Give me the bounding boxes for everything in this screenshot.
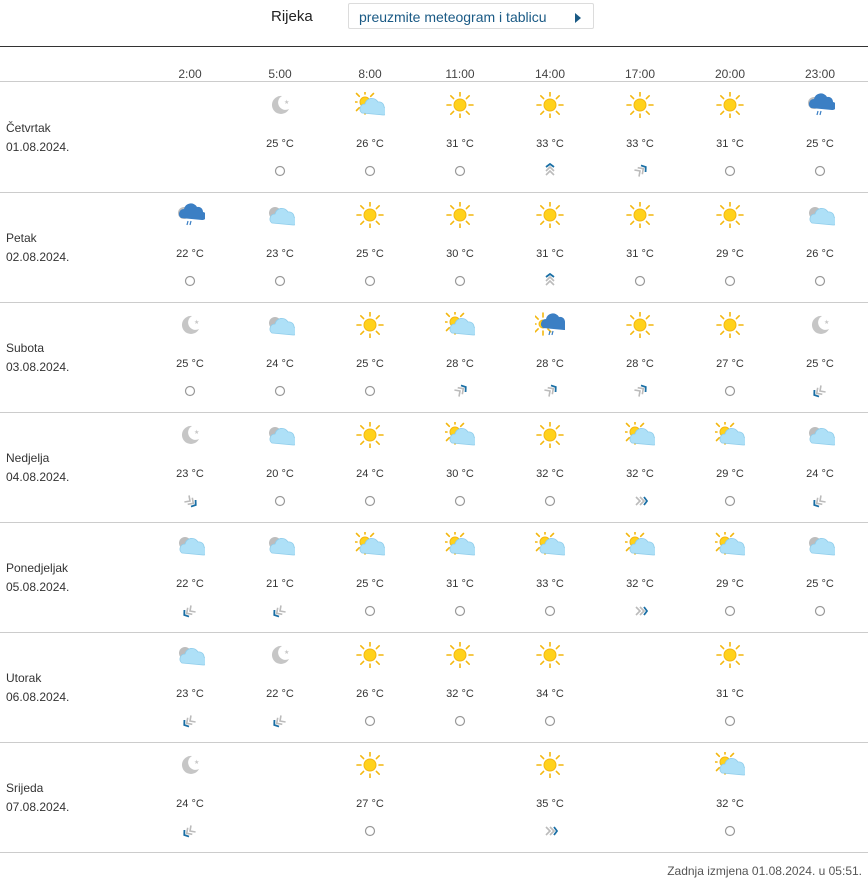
sun-icon [535,422,565,448]
calm-icon [182,383,198,399]
forecast-cell[interactable] [685,413,775,521]
temperature: 31 °C [716,138,744,150]
temperature: 27 °C [716,358,744,370]
calm-icon [362,163,378,179]
forecast-cell[interactable] [685,193,775,301]
wind-e-icon [632,493,648,509]
temperature: 35 °C [536,798,564,810]
day-row [0,743,868,853]
temperature: 23 °C [266,248,294,260]
svg-text:★: ★ [824,319,830,326]
forecast-cell[interactable] [685,633,775,741]
forecast-cell[interactable] [235,633,325,741]
calm-icon [722,273,738,289]
svg-text:★: ★ [194,759,200,766]
temperature: 24 °C [356,468,384,480]
moon-icon [805,312,835,338]
temperature: 22 °C [176,578,204,590]
day-date: 06.08.2024. [6,690,70,704]
forecast-cell[interactable] [145,743,235,851]
forecast-cell[interactable] [415,303,505,411]
svg-text:★: ★ [284,649,290,656]
sun-cloud-icon [445,312,475,338]
forecast-cell[interactable] [235,303,325,411]
day-name: Petak [6,231,37,245]
forecast-cell[interactable] [595,83,685,191]
forecast-cell[interactable] [505,743,595,851]
forecast-cell[interactable] [775,193,865,301]
temperature: 33 °C [626,138,654,150]
svg-text:★: ★ [284,99,290,106]
wind-sw-icon [272,603,288,619]
forecast-cell[interactable] [325,633,415,741]
calm-icon [722,603,738,619]
forecast-cell[interactable] [415,83,505,191]
moon-icon [175,752,205,778]
rain-icon [805,92,835,118]
hour-label: 17:00 [624,67,656,81]
temperature: 26 °C [806,248,834,260]
sun-cloud-icon [355,532,385,558]
temperature: 25 °C [356,248,384,260]
day-date: 02.08.2024. [6,250,70,264]
wind-se-icon [182,493,198,509]
sun-icon [535,642,565,668]
temperature: 25 °C [806,358,834,370]
sun-icon [445,202,475,228]
calm-icon [362,273,378,289]
calm-icon [812,163,828,179]
calm-icon [722,163,738,179]
calm-icon [272,163,288,179]
wind-up-icon [542,273,558,289]
hour-label: 5:00 [268,67,292,81]
forecast-cell[interactable] [325,303,415,411]
calm-icon [632,273,648,289]
forecast-cell[interactable] [325,743,415,851]
forecast-cell[interactable] [595,303,685,411]
forecast-cell[interactable] [505,303,595,411]
forecast-cell[interactable] [415,193,505,301]
hour-label: 11:00 [445,67,475,81]
calm-icon [452,163,468,179]
temperature: 28 °C [626,358,654,370]
sun-icon [715,202,745,228]
temperature: 25 °C [356,358,384,370]
calm-icon [452,493,468,509]
forecast-cell[interactable] [685,743,775,851]
forecast-cell[interactable] [505,193,595,301]
day-date: 07.08.2024. [6,800,70,814]
wind-sw-icon [812,383,828,399]
day-name: Ponedjeljak [6,561,69,575]
day-date: 01.08.2024. [6,140,70,154]
temperature: 23 °C [176,688,204,700]
temperature: 28 °C [536,358,564,370]
wind-ne-icon [542,383,558,399]
sun-cloud-icon [715,422,745,448]
forecast-cell[interactable] [325,193,415,301]
temperature: 25 °C [356,578,384,590]
cloud-icon [175,532,205,558]
temperature: 21 °C [266,578,294,590]
forecast-cell[interactable] [685,523,775,631]
hour-label: 8:00 [358,67,382,81]
hours-header [0,47,868,82]
temperature: 29 °C [716,248,744,260]
temperature: 31 °C [536,248,564,260]
download-meteogram-button[interactable] [348,3,594,29]
day-row [0,523,868,633]
forecast-cell[interactable] [325,413,415,521]
day-date: 04.08.2024. [6,470,70,484]
forecast-cell[interactable] [415,633,505,741]
forecast-cell[interactable] [235,83,325,191]
wind-e-icon [632,603,648,619]
wind-sw-icon [182,823,198,839]
calm-icon [722,383,738,399]
day-row [0,193,868,303]
svg-text:★: ★ [194,319,200,326]
temperature: 31 °C [716,688,744,700]
temperature: 25 °C [806,578,834,590]
temperature: 25 °C [176,358,204,370]
calm-icon [812,273,828,289]
wind-ne-icon [452,383,468,399]
temperature: 25 °C [806,138,834,150]
calm-icon [362,823,378,839]
temperature: 31 °C [446,578,474,590]
sun-icon [445,642,475,668]
hour-label: 23:00 [804,67,836,81]
temperature: 22 °C [176,248,204,260]
wind-e-icon [542,823,558,839]
calm-icon [722,493,738,509]
forecast-cell[interactable] [505,633,595,741]
city-name: Rijeka [271,8,313,25]
moon-icon [265,642,295,668]
temperature: 33 °C [536,578,564,590]
sun-rain-icon [535,312,565,338]
cloud-icon [805,202,835,228]
temperature: 26 °C [356,138,384,150]
wind-sw-icon [812,493,828,509]
forecast-cell[interactable] [235,193,325,301]
calm-icon [362,383,378,399]
temperature: 33 °C [536,138,564,150]
temperature: 32 °C [446,688,474,700]
temperature: 24 °C [176,798,204,810]
calm-icon [452,603,468,619]
wind-ne-icon [632,383,648,399]
hour-label: 14:00 [534,67,566,81]
temperature: 32 °C [626,468,654,480]
temperature: 28 °C [446,358,474,370]
caret-right-icon [575,13,581,23]
sun-icon [445,92,475,118]
moon-icon [175,312,205,338]
sun-icon [535,202,565,228]
forecast-cell[interactable] [415,413,505,521]
calm-icon [542,493,558,509]
calm-icon [362,493,378,509]
sun-icon [625,202,655,228]
hour-label: 2:00 [178,67,202,81]
forecast-cell[interactable] [325,523,415,631]
wind-sw-icon [182,603,198,619]
sun-icon [715,642,745,668]
wind-sw-icon [182,713,198,729]
forecast-cell[interactable] [595,413,685,521]
sun-cloud-icon [715,532,745,558]
forecast-cell[interactable] [775,83,865,191]
temperature: 25 °C [266,138,294,150]
calm-icon [272,273,288,289]
day-name: Srijeda [6,781,44,795]
temperature: 20 °C [266,468,294,480]
sun-icon [355,752,385,778]
temperature: 26 °C [356,688,384,700]
day-name: Subota [6,341,45,355]
hour-label: 20:00 [714,67,746,81]
forecast-cell[interactable] [325,83,415,191]
forecast-cell[interactable] [505,83,595,191]
temperature: 34 °C [536,688,564,700]
forecast-cell[interactable] [595,523,685,631]
temperature: 31 °C [446,138,474,150]
sun-icon [535,752,565,778]
forecast-cell[interactable] [145,523,235,631]
day-date: 03.08.2024. [6,360,70,374]
moon-icon [175,422,205,448]
day-row [0,633,868,743]
moon-icon [265,92,295,118]
day-row [0,303,868,413]
forecast-cell[interactable] [235,413,325,521]
cloud-icon [265,202,295,228]
sun-icon [355,202,385,228]
forecast-cell[interactable] [685,303,775,411]
calm-icon [362,713,378,729]
forecast-cell[interactable] [775,303,865,411]
calm-icon [722,823,738,839]
cloud-icon [805,422,835,448]
sun-cloud-icon [445,532,475,558]
temperature: 24 °C [806,468,834,480]
sun-icon [625,312,655,338]
sun-icon [715,312,745,338]
temperature: 27 °C [356,798,384,810]
wind-ne-icon [632,163,648,179]
sun-icon [535,92,565,118]
sun-icon [355,422,385,448]
forecast-cell[interactable] [505,523,595,631]
last-updated: Zadnja izmjena 01.08.2024. u 05:51. [667,864,862,878]
sun-icon [355,642,385,668]
forecast-cell[interactable] [145,193,235,301]
day-row [0,83,868,193]
cloud-icon [265,532,295,558]
calm-icon [542,713,558,729]
forecast-cell[interactable] [505,413,595,521]
sun-icon [355,312,385,338]
forecast-cell[interactable] [685,83,775,191]
forecast-cell[interactable] [145,413,235,521]
cloud-icon [265,422,295,448]
forecast-cell[interactable] [145,303,235,411]
sun-cloud-icon [535,532,565,558]
wind-sw-icon [272,713,288,729]
sun-cloud-icon [625,422,655,448]
calm-icon [722,713,738,729]
forecast-cell[interactable] [595,193,685,301]
forecast-cell[interactable] [775,413,865,521]
forecast-cell[interactable] [145,633,235,741]
day-row [0,413,868,523]
sun-icon [625,92,655,118]
temperature: 32 °C [716,798,744,810]
sun-icon [715,92,745,118]
temperature: 31 °C [626,248,654,260]
wind-up-icon [542,163,558,179]
rain-icon [175,202,205,228]
temperature: 29 °C [716,468,744,480]
cloud-icon [175,642,205,668]
temperature: 32 °C [536,468,564,480]
calm-icon [272,493,288,509]
download-button-label: preuzmite meteogram i tablicu [359,9,547,25]
calm-icon [452,713,468,729]
temperature: 30 °C [446,248,474,260]
temperature: 22 °C [266,688,294,700]
calm-icon [272,383,288,399]
temperature: 29 °C [716,578,744,590]
day-name: Utorak [6,671,42,685]
forecast-cell[interactable] [415,523,505,631]
calm-icon [182,273,198,289]
sun-cloud-icon [355,92,385,118]
sun-cloud-icon [715,752,745,778]
temperature: 32 °C [626,578,654,590]
calm-icon [452,273,468,289]
forecast-cell[interactable] [235,523,325,631]
calm-icon [362,603,378,619]
temperature: 24 °C [266,358,294,370]
temperature: 23 °C [176,468,204,480]
calm-icon [542,603,558,619]
top-bar [0,0,868,46]
temperature: 30 °C [446,468,474,480]
calm-icon [812,603,828,619]
cloud-icon [265,312,295,338]
day-name: Četvrtak [6,121,51,135]
day-name: Nedjelja [6,451,50,465]
sun-cloud-icon [625,532,655,558]
svg-text:★: ★ [194,429,200,436]
day-date: 05.08.2024. [6,580,70,594]
cloud-icon [805,532,835,558]
sun-cloud-icon [445,422,475,448]
forecast-cell[interactable] [775,523,865,631]
